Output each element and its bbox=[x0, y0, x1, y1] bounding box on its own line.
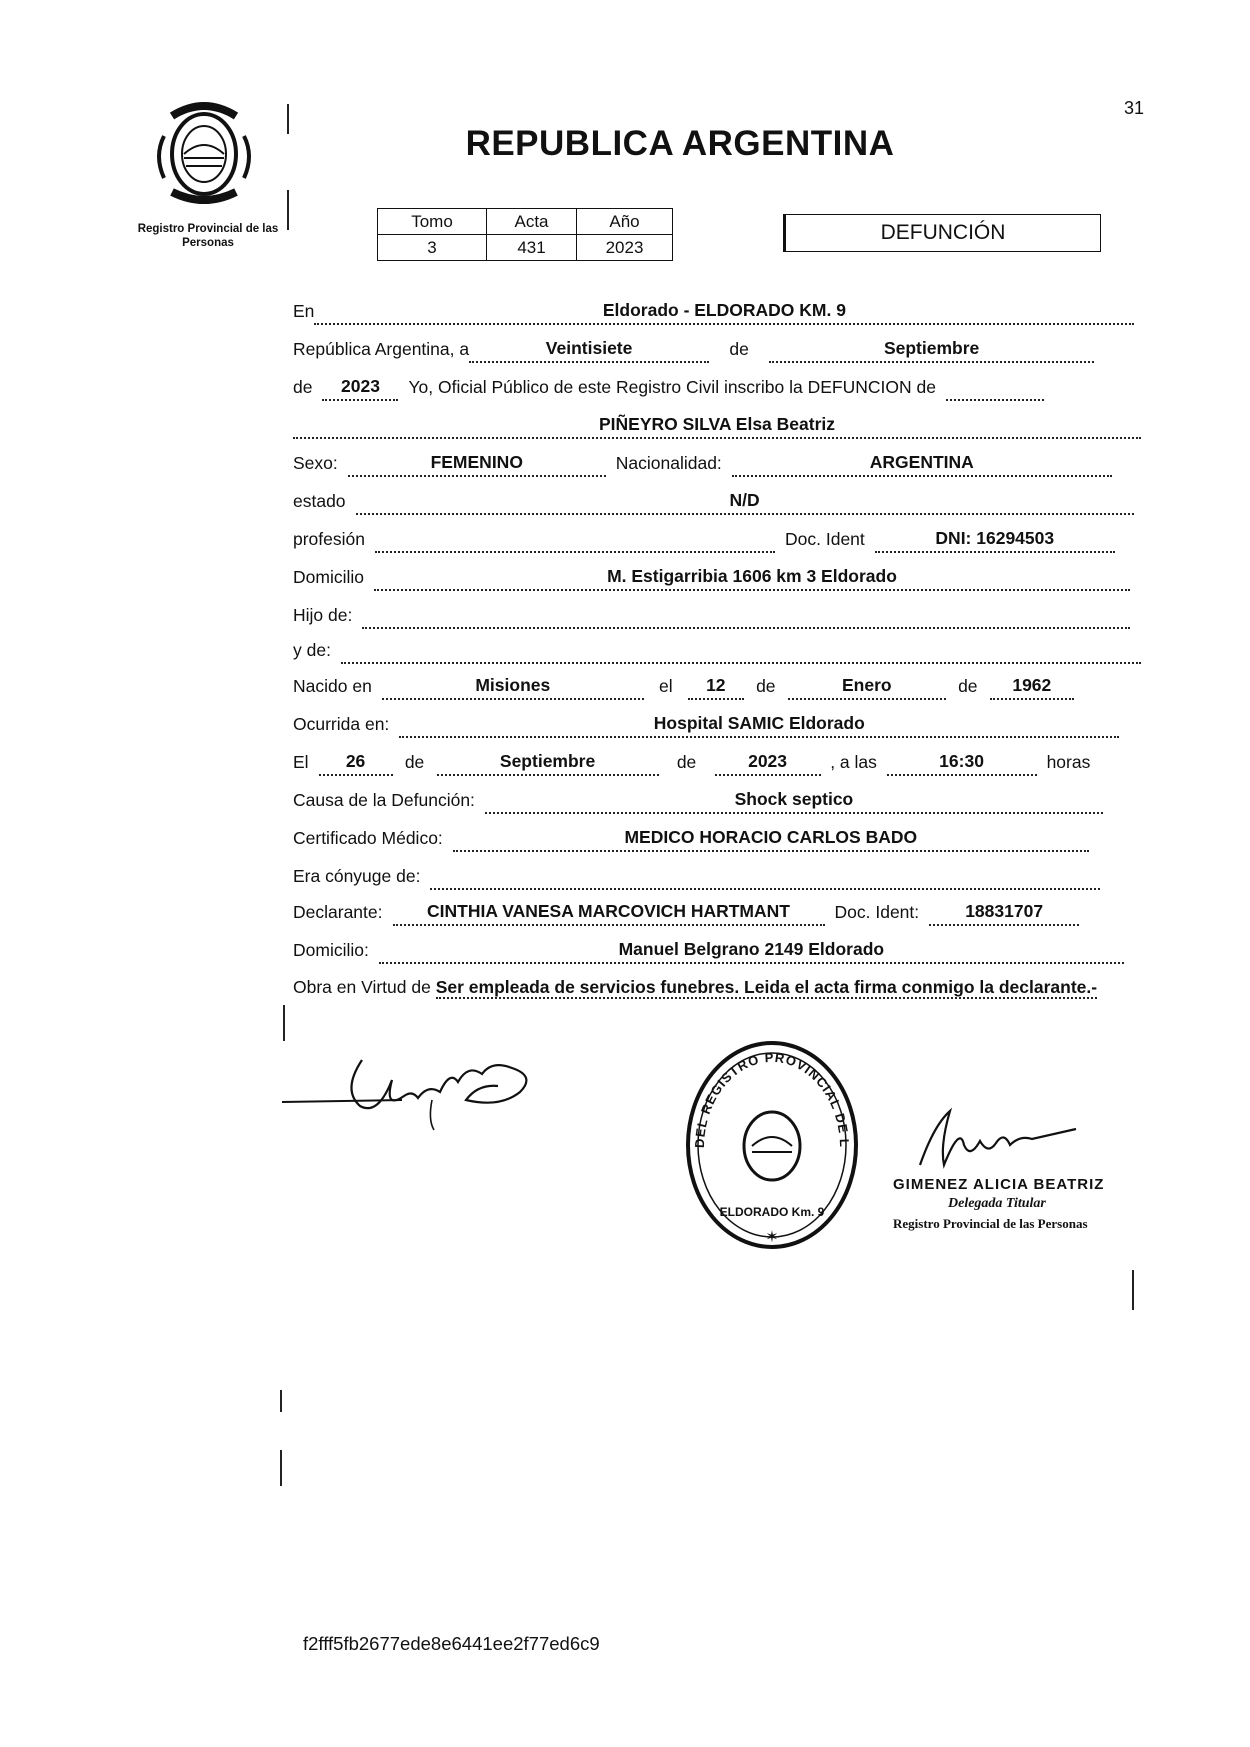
death-time: 16:30 bbox=[887, 752, 1037, 776]
death-year: 2023 bbox=[715, 752, 821, 776]
ocurrida-value: Hospital SAMIC Eldorado bbox=[399, 714, 1119, 738]
row-certificado bbox=[293, 828, 1089, 852]
month-value: Septiembre bbox=[769, 339, 1094, 363]
coat-of-arms-icon bbox=[150, 96, 258, 208]
row-declarante bbox=[293, 902, 1079, 926]
row-domicilio bbox=[293, 567, 1130, 591]
nacionalidad-value: ARGENTINA bbox=[732, 453, 1112, 477]
ocurrida-label: Ocurrida en: bbox=[293, 714, 390, 734]
de-label: de bbox=[676, 752, 697, 772]
row-y-de bbox=[293, 640, 1141, 664]
official-office: Registro Provincial de las Personas bbox=[893, 1216, 1088, 1231]
sexo-label: Sexo: bbox=[293, 453, 338, 473]
page-number: 31 bbox=[1124, 98, 1145, 118]
table-header: Año bbox=[577, 209, 673, 235]
obra-value: Ser empleada de servicios funebres. Leida el acta firma conmigo la declarante.- bbox=[435, 977, 1098, 997]
row-conyuge bbox=[293, 866, 1100, 890]
horas-label: horas bbox=[1046, 752, 1091, 772]
row-deceased bbox=[293, 415, 1141, 439]
office-name: Registro Provincial de las Personas bbox=[137, 223, 279, 249]
stamp-text: DEL REGISTRO PROVINCIAL DE LAS PERSONAS bbox=[676, 1026, 853, 1149]
official-role: Delegada Titular bbox=[948, 1196, 1046, 1211]
domicilio-declarante-value: Manuel Belgrano 2149 Eldorado bbox=[379, 940, 1124, 964]
margin-mark bbox=[287, 104, 289, 134]
nacido-day: 12 bbox=[688, 676, 744, 700]
row-en bbox=[293, 301, 1134, 325]
el-label: el bbox=[659, 676, 673, 696]
row-estado bbox=[293, 491, 1134, 515]
margin-mark bbox=[280, 1390, 282, 1412]
causa-label: Causa de la Defunción: bbox=[293, 790, 475, 810]
inscribo-dots bbox=[946, 377, 1044, 401]
doc-ident-label: Doc. Ident bbox=[785, 529, 865, 549]
deceased-name: PIÑEYRO SILVA Elsa Beatriz bbox=[293, 415, 1141, 439]
registry-stamp bbox=[676, 1026, 862, 1252]
obra-paragraph bbox=[293, 974, 1139, 1001]
nacionalidad-label: Nacionalidad: bbox=[615, 453, 722, 473]
domicilio-label: Domicilio bbox=[293, 567, 364, 587]
document-hash: f2fff5fb2677ede8e6441ee2f77ed6c9 bbox=[303, 1633, 600, 1654]
a-las-label: , a las bbox=[830, 752, 877, 772]
conyuge-value bbox=[430, 866, 1100, 890]
year-label: de bbox=[293, 377, 313, 397]
declarante-doc-value: 18831707 bbox=[929, 902, 1079, 926]
death-day: 26 bbox=[319, 752, 393, 776]
svg-text:✶: ✶ bbox=[765, 1229, 779, 1246]
profesion-value bbox=[375, 529, 775, 553]
en-label: En bbox=[293, 301, 315, 321]
causa-value: Shock septico bbox=[485, 790, 1103, 814]
y-de-label: y de: bbox=[293, 640, 331, 660]
row-domicilio-declarante bbox=[293, 940, 1124, 964]
margin-mark bbox=[280, 1450, 282, 1486]
day-value: Veintisiete bbox=[469, 339, 709, 363]
doc-ident-value: DNI: 16294503 bbox=[875, 529, 1115, 553]
declarante-label: Declarante: bbox=[293, 902, 383, 922]
table-header: Acta bbox=[487, 209, 577, 235]
table-header: Tomo bbox=[378, 209, 487, 235]
estado-value: N/D bbox=[356, 491, 1134, 515]
official-name: GIMENEZ ALICIA BEATRIZ bbox=[893, 1176, 1105, 1193]
margin-mark bbox=[1132, 1270, 1134, 1310]
sexo-value: FEMENINO bbox=[348, 453, 606, 477]
row-year bbox=[293, 377, 1044, 401]
row-fecha bbox=[293, 752, 1090, 776]
stamp-bottom-text: ELDORADO Km. 9 bbox=[719, 1205, 825, 1219]
declarant-signature bbox=[282, 1030, 542, 1130]
official-signature bbox=[900, 1105, 1100, 1175]
hijo-de-value bbox=[362, 605, 1130, 629]
republica-label: República Argentina, a bbox=[293, 339, 470, 359]
en-value: Eldorado - ELDORADO KM. 9 bbox=[314, 301, 1134, 325]
obra-label: Obra en Virtud de bbox=[293, 977, 431, 997]
year-value: 2023 bbox=[322, 377, 398, 401]
tomo-value: 3 bbox=[378, 235, 487, 261]
death-month: Septiembre bbox=[437, 752, 659, 776]
domicilio-value: M. Estigarribia 1606 km 3 Eldorado bbox=[374, 567, 1130, 591]
row-republica bbox=[293, 339, 1094, 363]
hijo-de-label: Hijo de: bbox=[293, 605, 353, 625]
country-title: REPUBLICA ARGENTINA bbox=[465, 124, 895, 163]
acta-value: 431 bbox=[487, 235, 577, 261]
declarante-doc-label: Doc. Ident: bbox=[834, 902, 920, 922]
inscribo-text: Yo, Oficial Público de este Registro Civil inscribo la DEFUNCION de bbox=[408, 377, 936, 397]
margin-mark bbox=[287, 190, 289, 230]
el-label: El bbox=[293, 752, 309, 772]
row-hijo-de bbox=[293, 605, 1130, 629]
nacido-year: 1962 bbox=[990, 676, 1074, 700]
row-causa bbox=[293, 790, 1103, 814]
profesion-label: profesión bbox=[293, 529, 365, 549]
row-profesion bbox=[293, 529, 1115, 553]
de-label: de bbox=[729, 339, 749, 359]
conyuge-label: Era cónyuge de: bbox=[293, 866, 421, 886]
nacido-place: Misiones bbox=[382, 676, 644, 700]
certificado-value: MEDICO HORACIO CARLOS BADO bbox=[453, 828, 1089, 852]
registry-table bbox=[377, 208, 673, 261]
de-label: de bbox=[404, 752, 425, 772]
declarante-value: CINTHIA VANESA MARCOVICH HARTMANT bbox=[393, 902, 825, 926]
y-de-value bbox=[341, 640, 1141, 664]
nacido-month: Enero bbox=[788, 676, 946, 700]
de-label: de bbox=[756, 676, 776, 696]
row-ocurrida bbox=[293, 714, 1119, 738]
estado-label: estado bbox=[293, 491, 346, 511]
row-nacido bbox=[293, 676, 1074, 700]
de-label: de bbox=[958, 676, 978, 696]
document-type-box: DEFUNCIÓN bbox=[783, 214, 1101, 252]
anio-value: 2023 bbox=[577, 235, 673, 261]
row-sexo bbox=[293, 453, 1112, 477]
domicilio-declarante-label: Domicilio: bbox=[293, 940, 369, 960]
certificado-label: Certificado Médico: bbox=[293, 828, 443, 848]
nacido-label: Nacido en bbox=[293, 676, 372, 696]
